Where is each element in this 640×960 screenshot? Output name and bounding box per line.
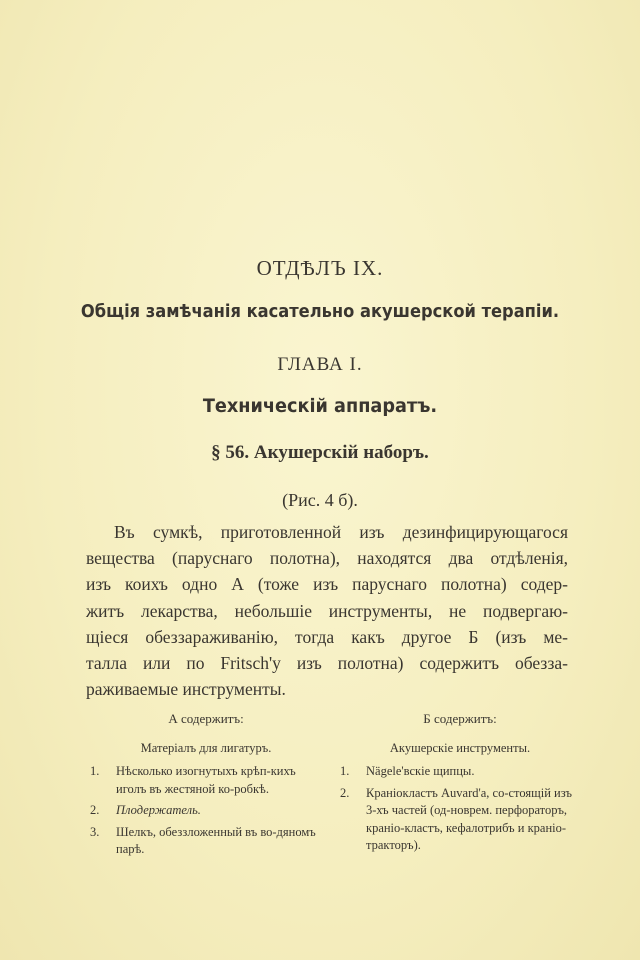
column-b [340,710,580,859]
item-number: 2. [340,785,350,800]
item-text: Плодержатель. [116,803,201,817]
column-a [90,710,322,863]
list-item [90,824,322,859]
body-line: изъ коихъ одно А (тоже изъ паруснаго полотна) содер- [86,574,568,595]
body-line: щіеся обеззараживанію, тогда какъ другое Б (изъ ме- [86,626,568,647]
figure-reference: (Рис. 4 б). [282,490,358,510]
section-heading: ОТДѢЛЪ IX. [256,256,384,280]
item-number: 2. [90,803,100,817]
item-text: Нѣсколько изогнутыхъ крѣп-кихъ иголъ въ жестяной ко-робкѣ. [116,764,296,796]
item-text: Шелкъ, обеззложенный въ во-дяномъ парѣ. [116,824,316,856]
item-number: 1. [90,764,100,778]
item-number: 3. [90,824,100,839]
body-line: раживаемые инструменты. [86,679,286,700]
list-item [90,802,322,820]
body-paragraph [86,519,568,702]
body-line: житъ лекарства, небольшіе инструменты, не подвергаю- [86,600,568,621]
body-line: Въ сумкѣ, приготовленной изъ дезинфицирующагося [114,522,568,542]
column-a-subheading: Матеріалъ для лигатуръ. [140,740,272,755]
list-item [340,763,580,781]
body-line: вещества (паруснаго полотна), находятся два отдѣленія, [86,548,568,569]
list-item [340,785,580,855]
chapter-title: Техническій аппаратъ. [202,395,438,417]
list-item [90,763,322,798]
column-b-heading: Б содержитъ: [423,711,497,726]
column-a-heading: А содержитъ: [168,711,244,726]
paragraph-heading: § 56. Акушерскій наборъ. [211,442,429,463]
chapter-heading: ГЛАВА I. [277,354,363,375]
item-text: Nägele'вскіе щипцы. [366,764,475,778]
section-title: Общія замѣчанія касательно акушерской терапіи. [80,302,560,322]
column-b-subheading: Акушерскіе инструменты. [389,740,531,755]
body-line: талла или по Fritsch'у изъ полотна) содержитъ обезза- [86,653,568,674]
item-text: Краніокластъ Auvard'а, со-стоящій изъ 3-хъ частей (од-новрем. перфораторъ, краніо-кластъ, кефалотрибъ и краніо-тракторъ). [366,785,572,852]
item-number: 1. [340,764,350,778]
